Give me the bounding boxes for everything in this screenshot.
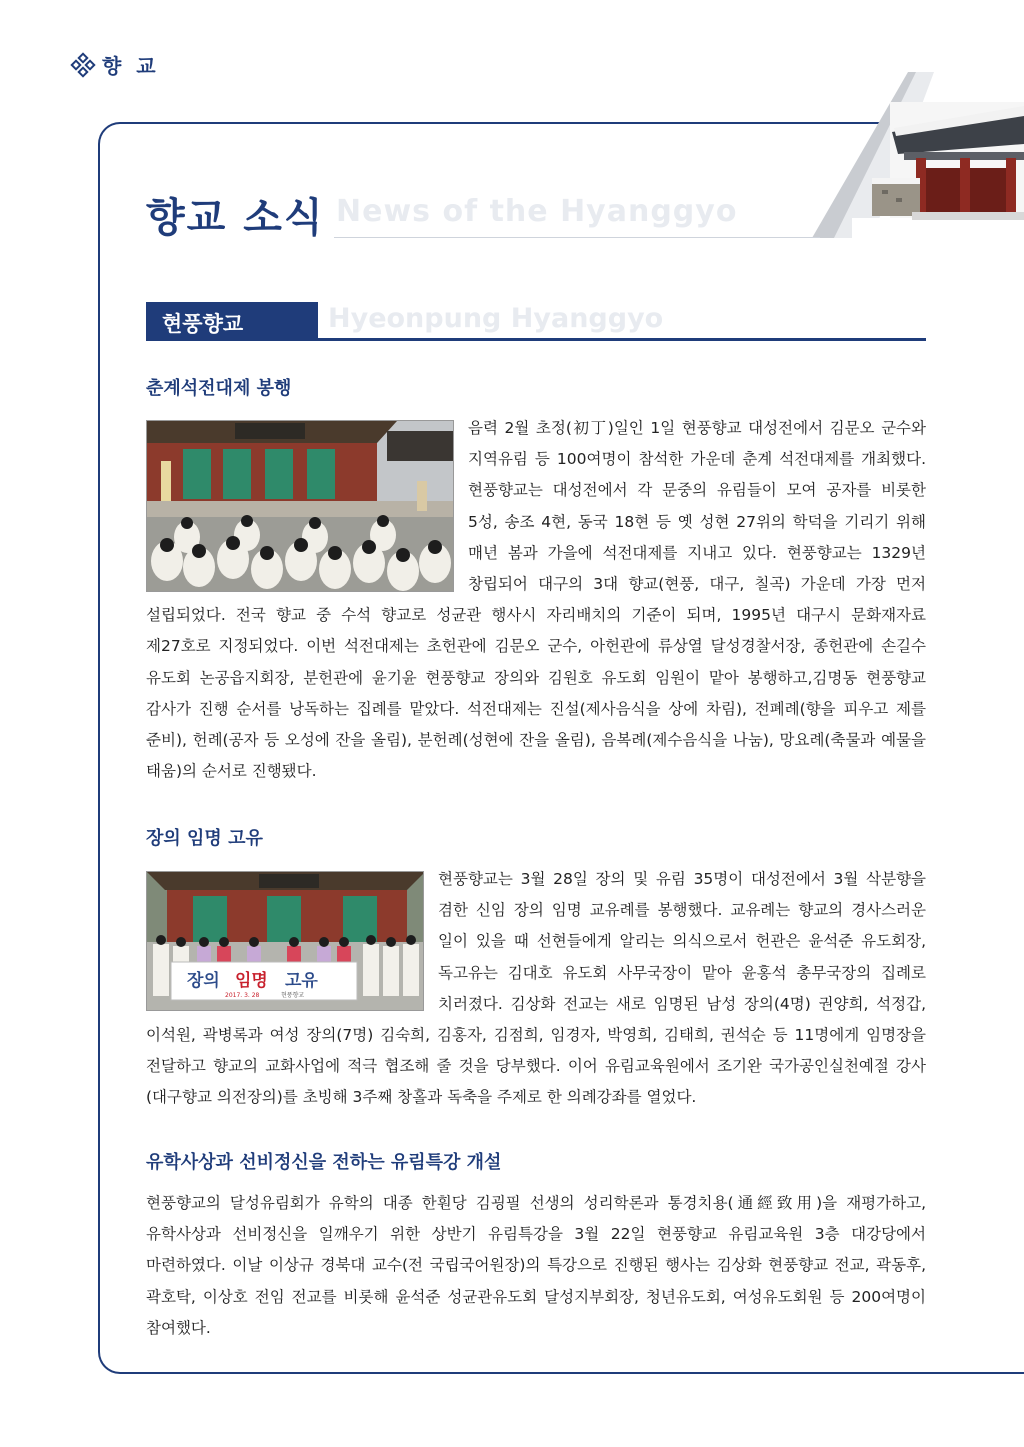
ceremony-photo [146,420,454,592]
subtitle-en: Hyeonpung Hyanggyo [328,303,664,334]
banner-text-1: 장의 [187,971,220,991]
page-title: 향교 소식 [146,195,325,241]
diamond-ornament-icon [72,54,94,76]
section-label [72,50,160,79]
article-2-body: 현풍향교는 3월 28일 장의 및 유림 35명이 대성전에서 3월 삭분향을 겸한 신임 장의 임명 교유례를 봉행했다. 교유례는 향교의 경사스러운 일이 있을 때 선현들에게 알리는 의식으로서 헌관은 윤석준 유도회장, 독고유는 김대호 유도회 사무국장이 맡아 윤홍석 총무국장의 집례로 치러졌다. 김상화 전교는 새로 임명된 남성 장의(4명) 권양희, 석정갑, 이석원, 곽병록과 여성 장의(7명) 김숙희, 김홍자, 김점희, 임경자, 박영희, 김태희, 권석순 등 11명에게 임명장을 전달하고 향교의 교화사업에 적극 협조해 줄 것을 당부했다. 이어 유림교육원에서 조기완 국가공인실천예절 강사(대구향교 의전장의)를 초빙해 3주째 창홀과 독축을 주제로 한 의례강좌를 열었다. [146,870,926,1107]
banner-org: 현풍향교 [281,992,305,999]
article-2 [146,864,926,1114]
article-3-heading: 유학사상과 선비정신을 전하는 유림특강 개설 [146,1152,502,1173]
subtitle-divider [146,338,926,341]
banner-text-2: 임명 [235,971,268,991]
banner-text-3: 고유 [285,971,318,991]
hero-image [812,72,1024,238]
subtitle-box: 현풍향교 [146,302,318,340]
banner-date: 2017. 3. 28 [225,992,260,999]
appointment-photo [146,871,424,1011]
article-1-heading: 춘계석전대제 봉행 [146,378,292,399]
article-2-heading: 장의 임명 고유 [146,828,263,849]
page-title-en: News of the Hyanggyo [336,194,738,229]
article-3 [146,1188,926,1344]
article-1 [146,413,926,787]
article-3-body: 현풍향교의 달성유림회가 유학의 대종 한훤당 김굉필 선생의 성리학론과 통경치용(通經致用)을 재평가하고, 유학사상과 선비정신을 일깨우기 위한 상반기 유림특강을 3월 22일 현풍향교 유림교육원 3층 대강당에서 마련하였다. 이날 이상규 경북대 교수(전 국립국어원장)의 특강으로 진행된 행사는 김상화 현풍향교 전교, 곽동후, 곽호탁, 이상호 전임 전교를 비롯해 윤석준 성균관유도회 달성지부회장, 청년유도회, 여성유도회원 등 200여명이 참여했다. [146,1194,926,1337]
title-divider [334,237,820,238]
article-1-body: 음력 2월 초정(初丁)일인 1일 현풍향교 대성전에서 김문오 군수와 지역유림 등 100여명이 참석한 가운데 춘계 석전대제를 개최했다. 현풍향교는 대성전에서 각 문중의 유림들이 모여 공자를 비롯한 5성, 송조 4현, 동국 18현 등 옛 성현 27위의 학덕을 기리기 위해 매년 봄과 가을에 석전대제를 지내고 있다. 현풍향교는 1329년 창립되어 대구의 3대 향교(현풍, 대구, 칠곡) 가운데 가장 먼저 설립되었다. 전국 향교 중 수석 향교로 성균관 행사시 자리배치의 기준이 되며, 1995년 대구시 문화재자료 제27호로 지정되었다. 이번 석전대제는 초헌관에 김문오 군수, 아헌관에 류상열 달성경찰서장, 종헌관에 손길수 유도회 논공읍지회장, 분헌관에 윤기윤 현풍향교 장의와 김원호 유도회 임원이 맡아 봉행하고,김명동 현풍향교 감사가 진행 순서를 낭독하는 집례를 맡았다. 석전대제는 진설(제사음식을 상에 차림), 전폐례(향을 피우고 제를 준비), 헌례(공자 등 오성에 잔을 올림), 분헌례(성현에 잔을 올림), 음복례(제수음식을 나눔), 망요례(축물과 예물을 태움)의 순서로 진행됐다. [146,419,926,781]
section-label-text: 향 교 [102,54,160,78]
